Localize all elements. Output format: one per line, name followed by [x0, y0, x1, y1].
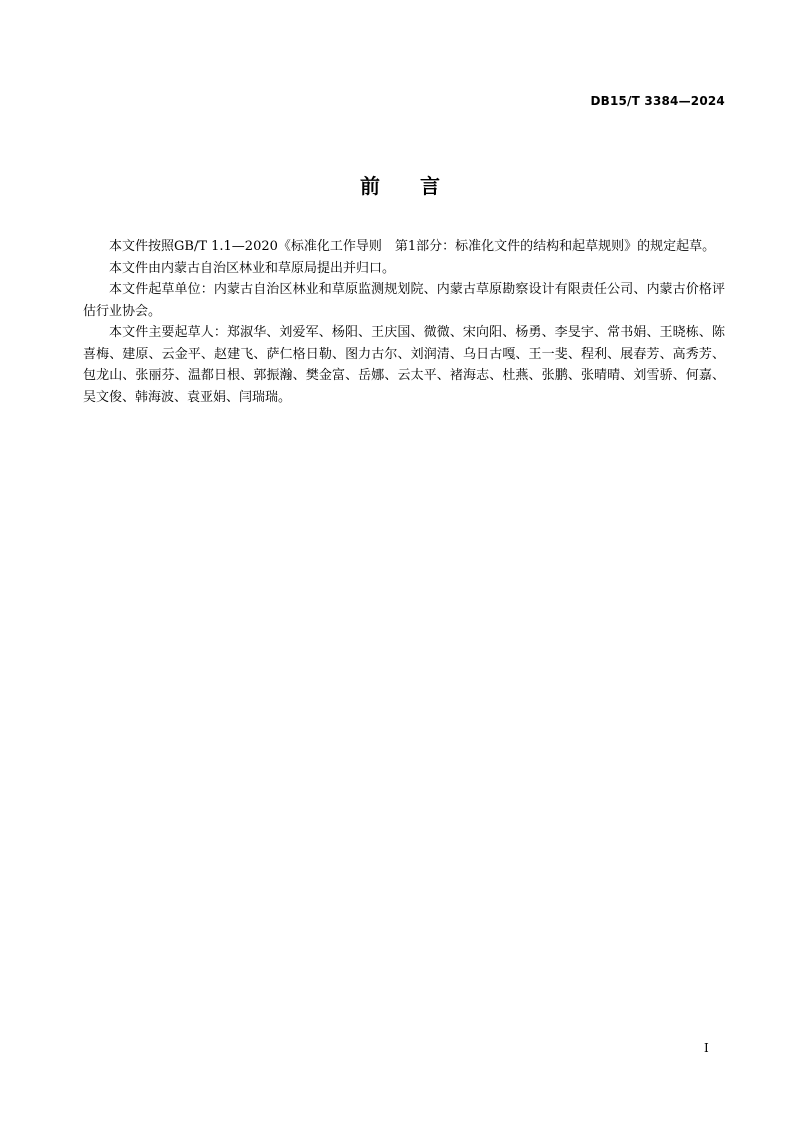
foreword-body: [83, 236, 725, 408]
paragraph-drafting-units: 本文件起草单位：内蒙古自治区林业和草原监测规划院、内蒙古草原勘察设计有限责任公司、内蒙古价格评估行业协会。: [83, 282, 725, 319]
page-number: I: [704, 1041, 709, 1055]
paragraph-proposer: 本文件由内蒙古自治区林业和草原局提出并归口。: [109, 260, 396, 276]
paragraph-drafters: 本文件主要起草人：郑淑华、刘爱军、杨阳、王庆国、微微、宋向阳、杨勇、李旻宇、常书娟、王晓栋、陈喜梅、建原、云金平、赵建飞、萨仁格日勒、图力古尔、刘润清、乌日古嘎、王一斐、程利、展春芳、高秀芳、包龙山、张丽芬、温都日根、郭振瀚、樊金富、岳娜、云太平、褚海志、杜燕、张鹏、张晴晴、刘雪骄、何嘉、吴文俊、韩海波、袁亚娟、闫瑞瑞。: [83, 325, 725, 405]
document-code: DB15/T 3384—2024: [590, 94, 725, 108]
page-title: 前言: [360, 174, 480, 198]
paragraph-drafting-rules: 本文件按照GB/T 1.1—2020《标准化工作导则 第1部分：标准化文件的结构和起草规则》的规定起草。: [109, 239, 716, 254]
